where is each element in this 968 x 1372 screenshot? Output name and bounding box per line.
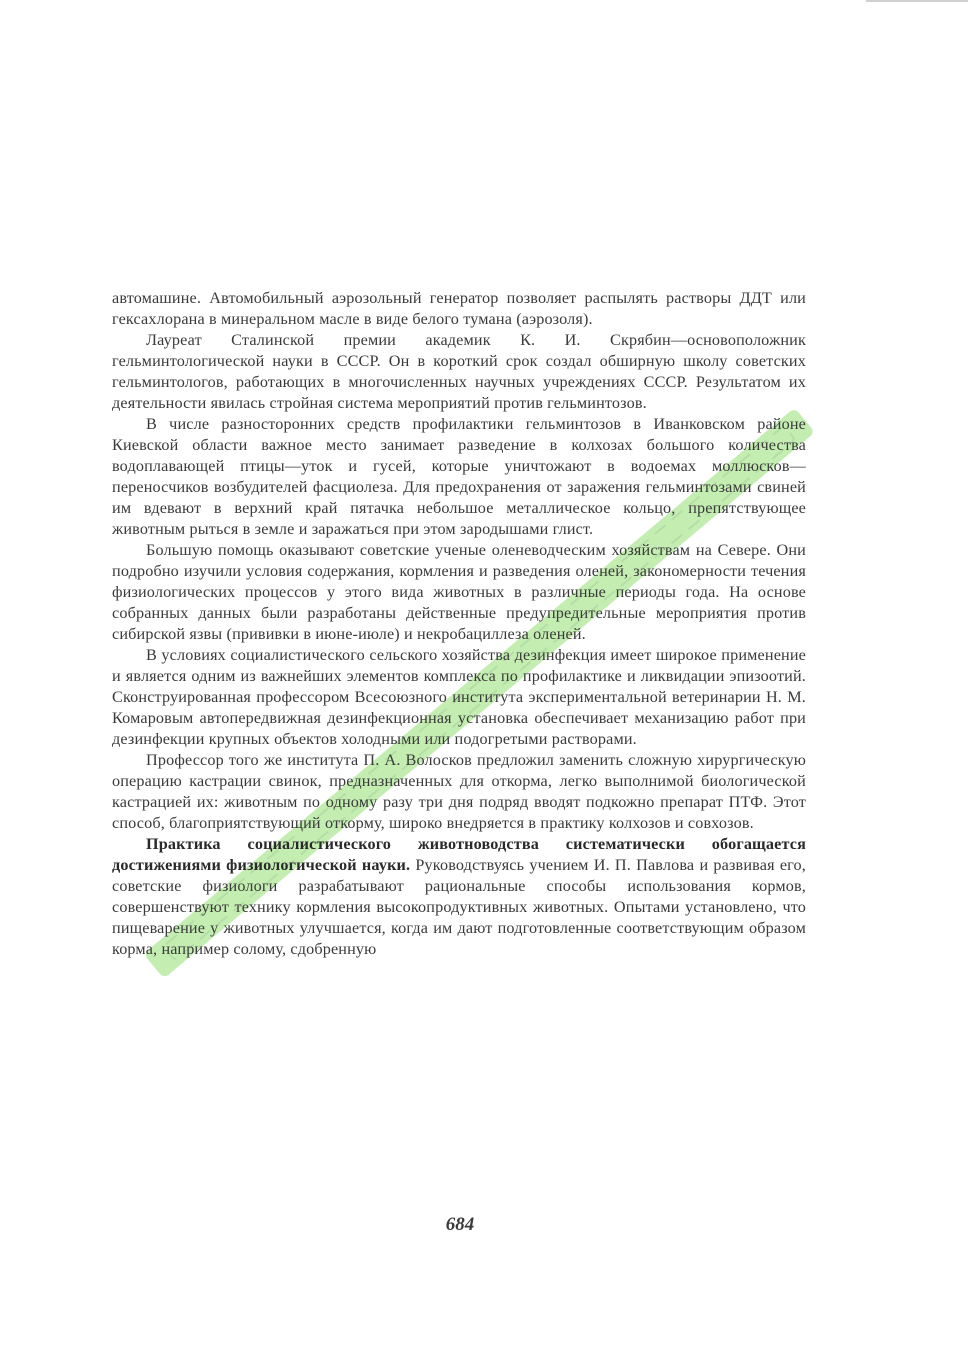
paragraph-lead-bold: Практика социалистического животноводства систематически обогащается достижениями физиологической науки.: [112, 835, 806, 874]
paragraph: автомашине. Автомобильный аэрозольный генератор позволяет распылять растворы ДДТ или гексахлорана в минеральном масле в виде белого тумана (аэрозоля).: [112, 289, 806, 328]
paragraph-text: Руководствуясь учением И. П. Павлова и развивая его, советские физиологи разрабатывают рациональные способы использования кормов, совершенствуют технику кормления высокопродуктивных животных. Опытами установлено, что пищеварение у животных улучшается, когда им дают подготовленные соответствующим образом корма, например солому, сдобренную: [112, 856, 806, 958]
paragraph: Большую помощь оказывают советские ученые оленеводческим хозяйствам на Севере. Они подробно изучили условия содержания, кормления и разведения оленей, закономерности течения физиологических процессов у этого вида животных в различные периоды года. На основе собранных данных были разработаны действенные предупредительные мероприятия против сибирской язвы (прививки в июне-июле) и некробациллеза оленей.: [112, 541, 806, 643]
page-edge-mark: [866, 0, 968, 2]
paragraph-final: [112, 834, 806, 960]
paragraph: Профессор того же института П. А. Волосков предложил заменить сложную хирургическую операцию кастрации свинок, предназначенных для откорма, легко выполнимой биологической кастрацией их: животным по одному разу три дня подряд вводят подкожно препарат ПТФ. Этот способ, благоприятствующий откорму, широко внедряется в практику колхозов и совхозов.: [112, 751, 806, 832]
paragraph: Лауреат Сталинской премии академик К. И. Скрябин—основоположник гельминтологической науки в СССР. Он в короткий срок создал обширную школу советских гельминтологов, работающих в многочисленных научных учреждениях СССР. Результатом их деятельности явилась стройная система мероприятий против гельминтозов.: [112, 331, 806, 412]
paragraph: В условиях социалистического сельского хозяйства дезинфекция имеет широкое применение и является одним из важнейших элементов комплекса по профилактике и ликвидации эпизоотий. Сконструированная профессором Всесоюзного института экспериментальной ветеринарии Н. М. Комаровым автопередвижная дезинфекционная установка обеспечивает механизацию работ при дезинфекции крупных объектов холодными или подогретыми растворами.: [112, 646, 806, 748]
page-body: [112, 288, 806, 960]
page-number: 684: [445, 1214, 475, 1235]
paragraph: В числе разносторонних средств профилактики гельминтозов в Иванковском районе Киевской области важное место занимает разведение в колхозах большого количества водоплавающей птицы—уток и гусей, которые уничтожают в водоемах моллюсков—переносчиков возбудителей фасциолеза. Для предохранения от заражения гельминтозами свиней им вдевают в верхний край пятачка небольшое металлическое кольцо, препятствующее животным рыться в земле и заражаться при этом зародышами глист.: [112, 415, 806, 538]
